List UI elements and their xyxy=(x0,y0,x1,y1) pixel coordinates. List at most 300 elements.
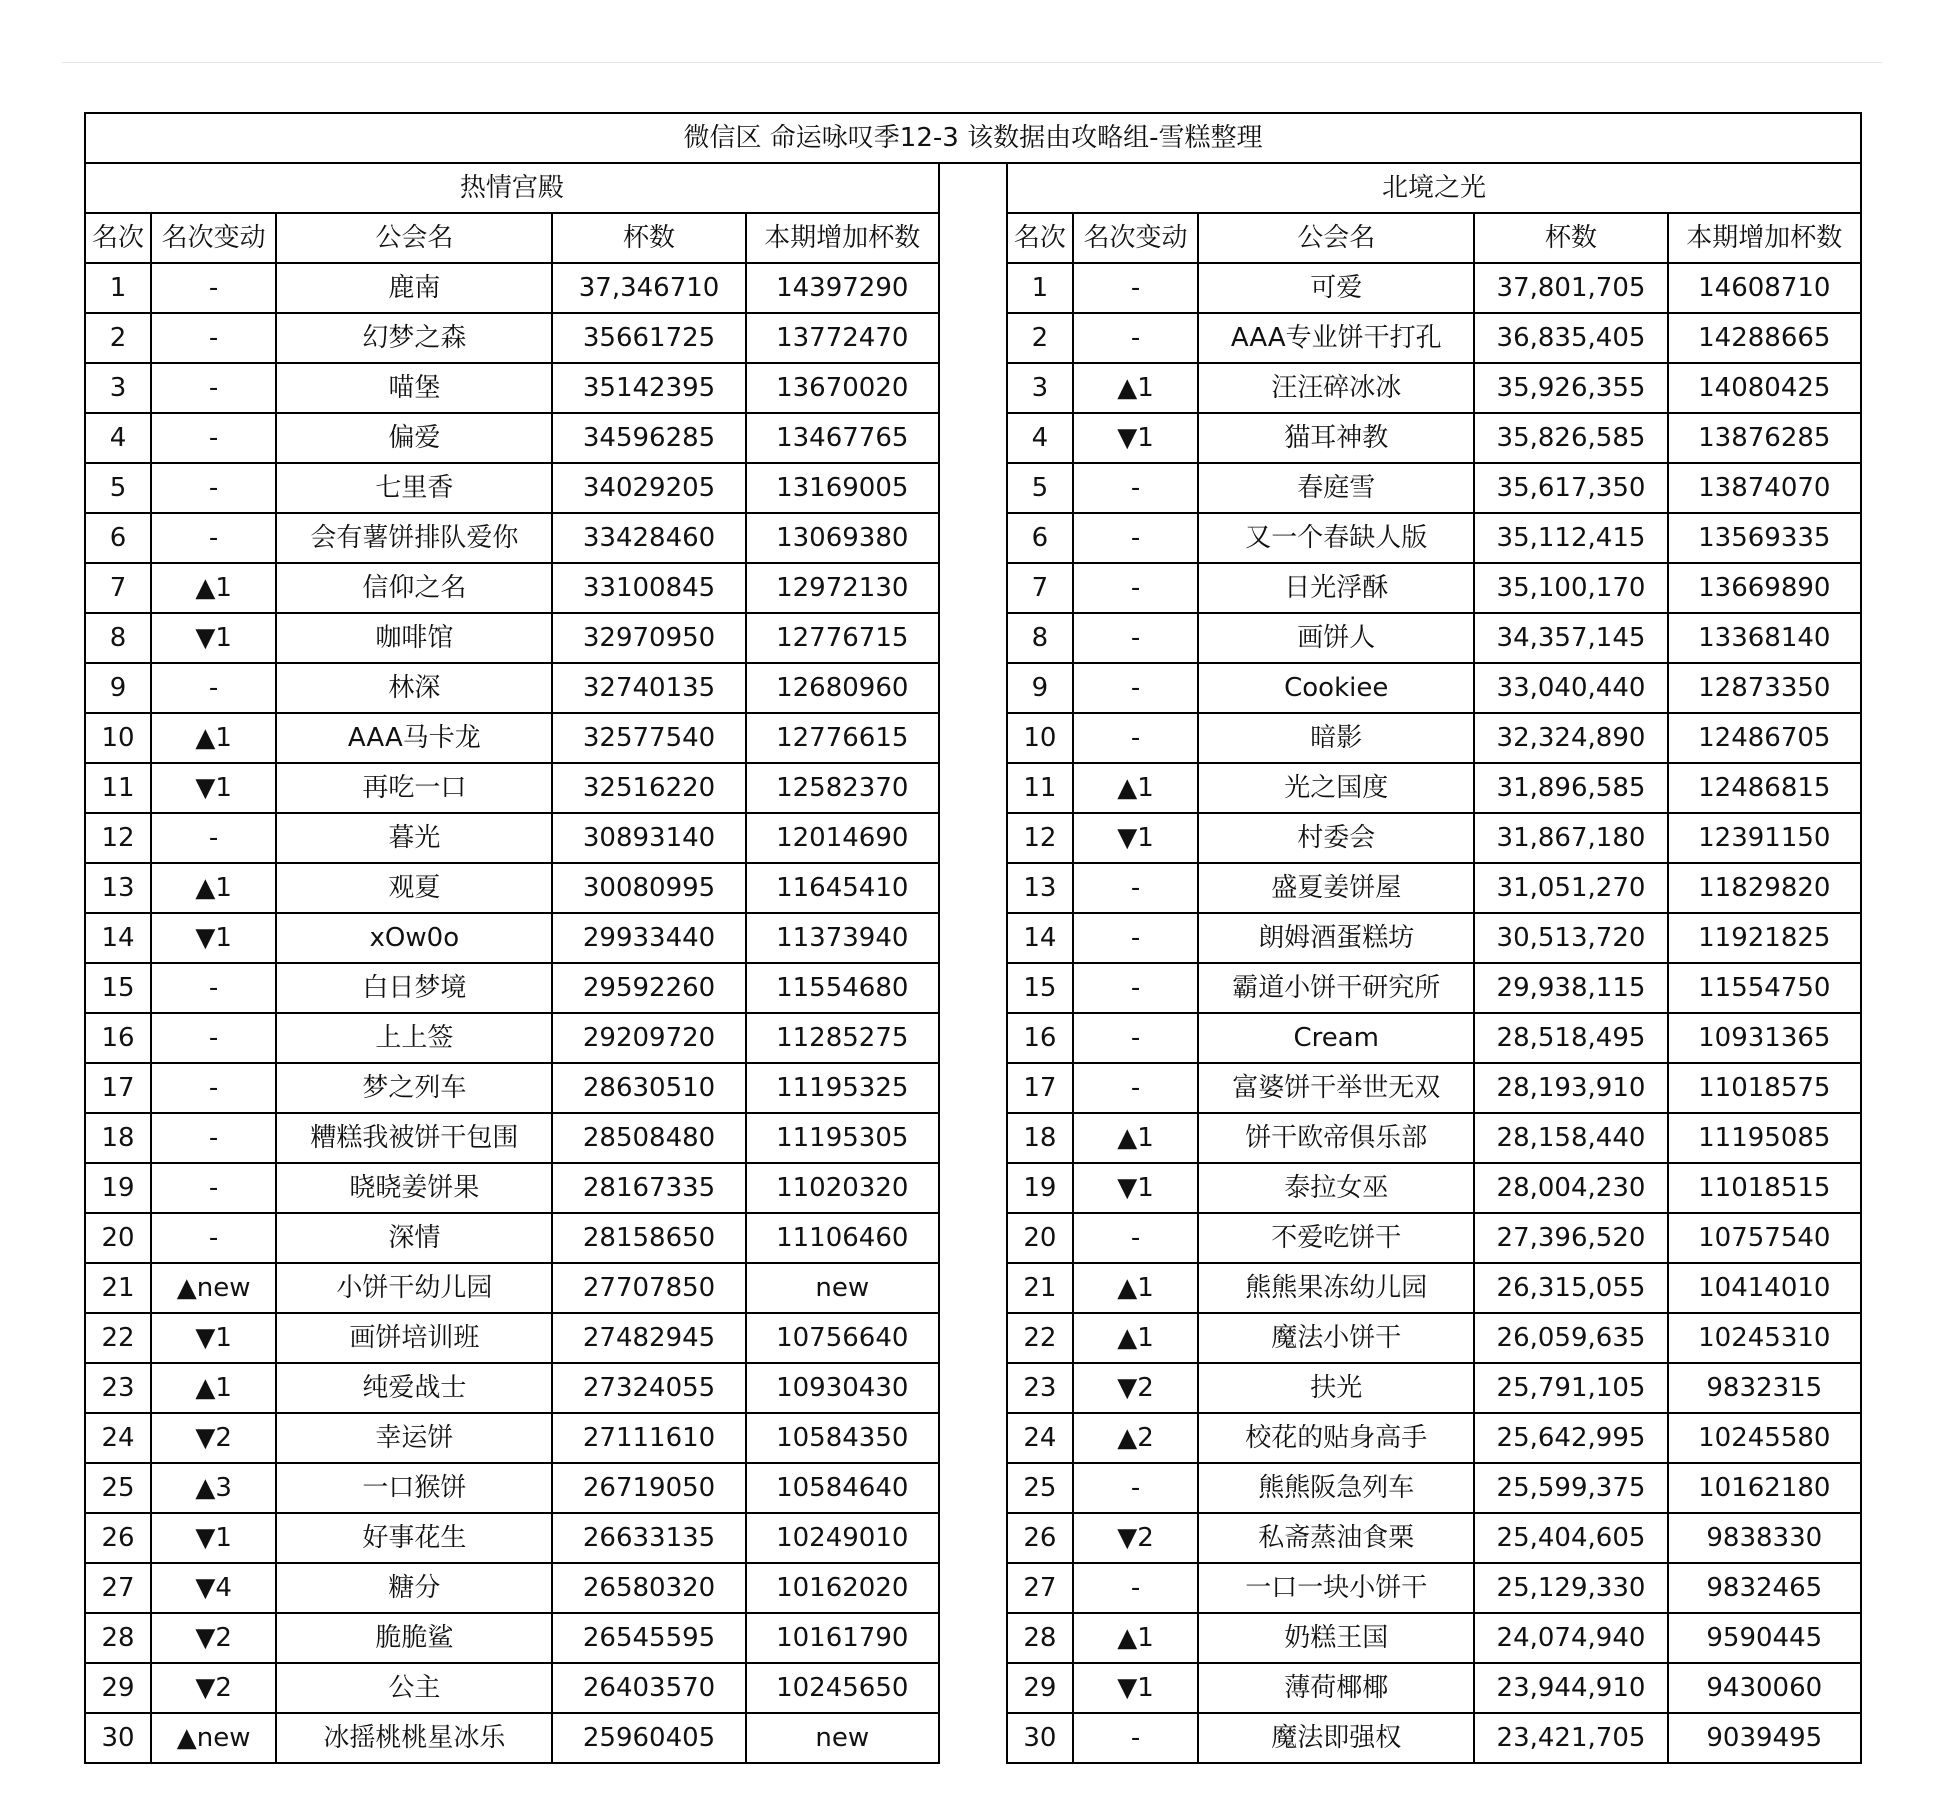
right-cups-cell: 23,944,910 xyxy=(1474,1663,1667,1713)
right-cups-gained-cell: 10414010 xyxy=(1668,1263,1861,1313)
left-rank-change-cell: ▼1 xyxy=(151,1313,276,1363)
left-rank-change-cell: ▲1 xyxy=(151,863,276,913)
left-rank-cell: 7 xyxy=(85,563,151,613)
left-cups-cell: 33428460 xyxy=(552,513,745,563)
left-guild-name-cell: 偏爱 xyxy=(276,413,552,463)
left-guild-name-cell: 会有薯饼排队爱你 xyxy=(276,513,552,563)
right-guild-name-cell: 可爱 xyxy=(1198,263,1474,313)
right-rank-cell: 15 xyxy=(1007,963,1073,1013)
left-guild-name-cell: 林深 xyxy=(276,663,552,713)
left-rank-cell: 12 xyxy=(85,813,151,863)
right-rank-cell: 3 xyxy=(1007,363,1073,413)
right-rank-cell: 22 xyxy=(1007,1313,1073,1363)
right-cups-gained-cell: 11829820 xyxy=(1668,863,1861,913)
right-cups-cell: 36,835,405 xyxy=(1474,313,1667,363)
right-rank-cell: 6 xyxy=(1007,513,1073,563)
left-guild-name-cell: 小饼干幼儿园 xyxy=(276,1263,552,1313)
header-rank: 名次 xyxy=(85,213,151,263)
left-rank-cell: 22 xyxy=(85,1313,151,1363)
left-cups-cell: 28630510 xyxy=(552,1063,745,1113)
left-cups-gained-cell: 14397290 xyxy=(746,263,939,313)
right-cups-cell: 28,193,910 xyxy=(1474,1063,1667,1113)
right-rank-change-cell: ▲2 xyxy=(1073,1413,1198,1463)
table-row xyxy=(85,1513,1861,1563)
right-cups-cell: 24,074,940 xyxy=(1474,1613,1667,1663)
right-cups-cell: 37,801,705 xyxy=(1474,263,1667,313)
right-cups-cell: 23,421,705 xyxy=(1474,1713,1667,1763)
left-guild-name-cell: 观夏 xyxy=(276,863,552,913)
right-rank-change-cell: - xyxy=(1073,1013,1198,1063)
left-rank-change-cell: - xyxy=(151,363,276,413)
right-cups-cell: 35,112,415 xyxy=(1474,513,1667,563)
right-cups-gained-cell: 9832315 xyxy=(1668,1363,1861,1413)
right-rank-change-cell: ▲1 xyxy=(1073,363,1198,413)
left-rank-change-cell: ▼1 xyxy=(151,763,276,813)
right-rank-change-cell: ▼1 xyxy=(1073,1663,1198,1713)
right-rank-change-cell: - xyxy=(1073,1463,1198,1513)
right-rank-cell: 19 xyxy=(1007,1163,1073,1213)
right-rank-cell: 5 xyxy=(1007,463,1073,513)
right-cups-cell: 25,404,605 xyxy=(1474,1513,1667,1563)
table-row xyxy=(85,1663,1861,1713)
left-cups-cell: 28508480 xyxy=(552,1113,745,1163)
column-gap xyxy=(939,1713,1007,1763)
left-cups-cell: 26719050 xyxy=(552,1463,745,1513)
left-cups-cell: 26580320 xyxy=(552,1563,745,1613)
left-cups-gained-cell: 11195325 xyxy=(746,1063,939,1113)
right-rank-cell: 18 xyxy=(1007,1113,1073,1163)
column-gap xyxy=(939,513,1007,563)
left-rank-cell: 1 xyxy=(85,263,151,313)
column-gap xyxy=(939,1063,1007,1113)
header-guild-name: 公会名 xyxy=(276,213,552,263)
right-cups-cell: 35,926,355 xyxy=(1474,363,1667,413)
right-guild-name-cell: 霸道小饼干研究所 xyxy=(1198,963,1474,1013)
right-cups-gained-cell: 12873350 xyxy=(1668,663,1861,713)
column-gap xyxy=(939,663,1007,713)
left-cups-gained-cell: 11645410 xyxy=(746,863,939,913)
left-rank-change-cell: - xyxy=(151,813,276,863)
left-rank-cell: 16 xyxy=(85,1013,151,1063)
right-cups-gained-cell: 10245310 xyxy=(1668,1313,1861,1363)
left-cups-gained-cell: 11285275 xyxy=(746,1013,939,1063)
left-rank-cell: 17 xyxy=(85,1063,151,1113)
right-rank-change-cell: ▼1 xyxy=(1073,1163,1198,1213)
right-rank-change-cell: - xyxy=(1073,463,1198,513)
right-guild-name-cell: 魔法小饼干 xyxy=(1198,1313,1474,1363)
left-guild-name-cell: 脆脆鲨 xyxy=(276,1613,552,1663)
left-rank-change-cell: ▼1 xyxy=(151,1513,276,1563)
table-row xyxy=(85,1713,1861,1763)
left-rank-cell: 8 xyxy=(85,613,151,663)
table-row xyxy=(85,1013,1861,1063)
right-rank-cell: 2 xyxy=(1007,313,1073,363)
right-rank-cell: 26 xyxy=(1007,1513,1073,1563)
right-rank-cell: 11 xyxy=(1007,763,1073,813)
left-rank-cell: 2 xyxy=(85,313,151,363)
right-cups-gained-cell: 11018575 xyxy=(1668,1063,1861,1113)
right-cups-gained-cell: 12391150 xyxy=(1668,813,1861,863)
left-rank-cell: 13 xyxy=(85,863,151,913)
left-guild-name-cell: 幸运饼 xyxy=(276,1413,552,1463)
right-guild-name-cell: 画饼人 xyxy=(1198,613,1474,663)
left-cups-gained-cell: 10584350 xyxy=(746,1413,939,1463)
left-rank-change-cell: - xyxy=(151,313,276,363)
left-rank-change-cell: ▲new xyxy=(151,1263,276,1313)
table-row xyxy=(85,1413,1861,1463)
right-guild-name-cell: 富婆饼干举世无双 xyxy=(1198,1063,1474,1113)
table-row xyxy=(85,1313,1861,1363)
left-rank-cell: 21 xyxy=(85,1263,151,1313)
right-rank-change-cell: - xyxy=(1073,263,1198,313)
right-rank-change-cell: - xyxy=(1073,513,1198,563)
column-gap xyxy=(939,863,1007,913)
table-row xyxy=(85,1213,1861,1263)
left-cups-cell: 27707850 xyxy=(552,1263,745,1313)
header-cups: 杯数 xyxy=(552,213,745,263)
right-rank-change-cell: ▲1 xyxy=(1073,1113,1198,1163)
left-cups-cell: 37,346710 xyxy=(552,263,745,313)
right-guild-name-cell: 薄荷椰椰 xyxy=(1198,1663,1474,1713)
right-guild-name-cell: 私斋蒸油食栗 xyxy=(1198,1513,1474,1563)
left-cups-gained-cell: 11106460 xyxy=(746,1213,939,1263)
left-cups-cell: 34596285 xyxy=(552,413,745,463)
table-row xyxy=(85,563,1861,613)
right-rank-cell: 10 xyxy=(1007,713,1073,763)
left-cups-gained-cell: 12680960 xyxy=(746,663,939,713)
right-rank-cell: 12 xyxy=(1007,813,1073,863)
left-guild-name-cell: 冰摇桃桃星冰乐 xyxy=(276,1713,552,1763)
right-rank-change-cell: - xyxy=(1073,1063,1198,1113)
left-rank-change-cell: - xyxy=(151,1013,276,1063)
left-rank-cell: 10 xyxy=(85,713,151,763)
column-gap xyxy=(939,1363,1007,1413)
left-cups-cell: 30080995 xyxy=(552,863,745,913)
right-cups-gained-cell: 11554750 xyxy=(1668,963,1861,1013)
right-cups-cell: 31,867,180 xyxy=(1474,813,1667,863)
left-rank-cell: 5 xyxy=(85,463,151,513)
table-row xyxy=(85,863,1861,913)
table-row xyxy=(85,1163,1861,1213)
table-row xyxy=(85,713,1861,763)
right-cups-cell: 25,791,105 xyxy=(1474,1363,1667,1413)
right-cups-gained-cell: 9838330 xyxy=(1668,1513,1861,1563)
right-guild-name-cell: 奶糕王国 xyxy=(1198,1613,1474,1663)
left-cups-cell: 28158650 xyxy=(552,1213,745,1263)
left-rank-cell: 18 xyxy=(85,1113,151,1163)
column-gap xyxy=(939,1213,1007,1263)
table-row xyxy=(85,1063,1861,1113)
right-cups-cell: 31,051,270 xyxy=(1474,863,1667,913)
left-cups-gained-cell: 13670020 xyxy=(746,363,939,413)
left-guild-name-cell: xOw0o xyxy=(276,913,552,963)
column-gap xyxy=(939,963,1007,1013)
left-rank-cell: 24 xyxy=(85,1413,151,1463)
right-guild-name-cell: 不爱吃饼干 xyxy=(1198,1213,1474,1263)
right-rank-change-cell: ▲1 xyxy=(1073,1263,1198,1313)
left-rank-cell: 14 xyxy=(85,913,151,963)
right-cups-gained-cell: 11195085 xyxy=(1668,1113,1861,1163)
column-gap xyxy=(939,313,1007,363)
right-rank-cell: 7 xyxy=(1007,563,1073,613)
left-cups-gained-cell: 11554680 xyxy=(746,963,939,1013)
left-rank-cell: 15 xyxy=(85,963,151,1013)
right-rank-cell: 23 xyxy=(1007,1363,1073,1413)
left-guild-name-cell: 鹿南 xyxy=(276,263,552,313)
left-guild-name-cell: 信仰之名 xyxy=(276,563,552,613)
right-cups-gained-cell: 13669890 xyxy=(1668,563,1861,613)
column-gap xyxy=(939,463,1007,513)
left-rank-change-cell: - xyxy=(151,663,276,713)
right-rank-cell: 30 xyxy=(1007,1713,1073,1763)
left-rank-change-cell: ▲1 xyxy=(151,1363,276,1413)
left-guild-name-cell: 七里香 xyxy=(276,463,552,513)
left-cups-cell: 29592260 xyxy=(552,963,745,1013)
right-rank-change-cell: ▲1 xyxy=(1073,1613,1198,1663)
table-row xyxy=(85,1263,1861,1313)
left-cups-cell: 26403570 xyxy=(552,1663,745,1713)
right-guild-name-cell: 春庭雪 xyxy=(1198,463,1474,513)
right-cups-gained-cell: 9832465 xyxy=(1668,1563,1861,1613)
table-row xyxy=(85,1613,1861,1663)
column-gap xyxy=(939,763,1007,813)
left-guild-name-cell: AAA马卡龙 xyxy=(276,713,552,763)
right-cups-gained-cell: 14608710 xyxy=(1668,263,1861,313)
left-rank-cell: 23 xyxy=(85,1363,151,1413)
left-cups-gained-cell: new xyxy=(746,1713,939,1763)
right-guild-name-cell: 朗姆酒蛋糕坊 xyxy=(1198,913,1474,963)
left-guild-name-cell: 再吃一口 xyxy=(276,763,552,813)
right-rank-change-cell: - xyxy=(1073,1713,1198,1763)
left-cups-cell: 27111610 xyxy=(552,1413,745,1463)
left-cups-cell: 26633135 xyxy=(552,1513,745,1563)
left-rank-cell: 4 xyxy=(85,413,151,463)
right-cups-cell: 30,513,720 xyxy=(1474,913,1667,963)
left-server-name: 热情宫殿 xyxy=(85,163,939,213)
right-rank-cell: 20 xyxy=(1007,1213,1073,1263)
right-cups-gained-cell: 9430060 xyxy=(1668,1663,1861,1713)
right-cups-gained-cell: 13569335 xyxy=(1668,513,1861,563)
right-cups-gained-cell: 10245580 xyxy=(1668,1413,1861,1463)
right-cups-cell: 27,396,520 xyxy=(1474,1213,1667,1263)
column-gap xyxy=(939,363,1007,413)
right-cups-cell: 28,158,440 xyxy=(1474,1113,1667,1163)
table-row xyxy=(85,963,1861,1013)
right-cups-cell: 31,896,585 xyxy=(1474,763,1667,813)
left-cups-gained-cell: 13169005 xyxy=(746,463,939,513)
left-rank-change-cell: ▼1 xyxy=(151,613,276,663)
right-rank-change-cell: ▼1 xyxy=(1073,413,1198,463)
left-guild-name-cell: 糟糕我被饼干包围 xyxy=(276,1113,552,1163)
right-cups-cell: 26,315,055 xyxy=(1474,1263,1667,1313)
right-rank-change-cell: ▲1 xyxy=(1073,763,1198,813)
left-cups-gained-cell: 13467765 xyxy=(746,413,939,463)
left-rank-change-cell: - xyxy=(151,463,276,513)
right-cups-cell: 35,100,170 xyxy=(1474,563,1667,613)
left-rank-cell: 29 xyxy=(85,1663,151,1713)
table-row xyxy=(85,613,1861,663)
table-row xyxy=(85,1563,1861,1613)
right-rank-change-cell: - xyxy=(1073,613,1198,663)
right-cups-cell: 32,324,890 xyxy=(1474,713,1667,763)
table-row xyxy=(85,363,1861,413)
column-gap xyxy=(939,1263,1007,1313)
left-cups-cell: 32577540 xyxy=(552,713,745,763)
guild-ranking-table xyxy=(84,112,1862,1764)
right-guild-name-cell: 汪汪碎冰冰 xyxy=(1198,363,1474,413)
right-rank-cell: 1 xyxy=(1007,263,1073,313)
left-cups-cell: 33100845 xyxy=(552,563,745,613)
right-cups-cell: 34,357,145 xyxy=(1474,613,1667,663)
left-rank-cell: 20 xyxy=(85,1213,151,1263)
left-rank-cell: 3 xyxy=(85,363,151,413)
right-rank-change-cell: - xyxy=(1073,563,1198,613)
left-rank-cell: 11 xyxy=(85,763,151,813)
left-guild-name-cell: 好事花生 xyxy=(276,1513,552,1563)
column-gap xyxy=(939,1663,1007,1713)
left-cups-cell: 32970950 xyxy=(552,613,745,663)
left-cups-gained-cell: new xyxy=(746,1263,939,1313)
left-rank-change-cell: ▼2 xyxy=(151,1413,276,1463)
right-rank-cell: 24 xyxy=(1007,1413,1073,1463)
table-title: 微信区 命运咏叹季12-3 该数据由攻略组-雪糕整理 xyxy=(85,113,1861,163)
left-cups-gained-cell: 11195305 xyxy=(746,1113,939,1163)
right-guild-name-cell: 校花的贴身高手 xyxy=(1198,1413,1474,1463)
header-rank-change: 名次变动 xyxy=(1073,213,1198,263)
right-guild-name-cell: Cookiee xyxy=(1198,663,1474,713)
right-rank-cell: 8 xyxy=(1007,613,1073,663)
left-guild-name-cell: 公主 xyxy=(276,1663,552,1713)
table-row xyxy=(85,1363,1861,1413)
left-rank-change-cell: ▲new xyxy=(151,1713,276,1763)
left-cups-gained-cell: 12582370 xyxy=(746,763,939,813)
right-cups-cell: 25,599,375 xyxy=(1474,1463,1667,1513)
right-cups-gained-cell: 14080425 xyxy=(1668,363,1861,413)
left-rank-change-cell: - xyxy=(151,513,276,563)
header-cups-gained: 本期增加杯数 xyxy=(1668,213,1861,263)
left-rank-change-cell: - xyxy=(151,963,276,1013)
column-gap xyxy=(939,563,1007,613)
right-cups-gained-cell: 9590445 xyxy=(1668,1613,1861,1663)
header-cups: 杯数 xyxy=(1474,213,1667,263)
table-row xyxy=(85,1113,1861,1163)
left-guild-name-cell: 幻梦之森 xyxy=(276,313,552,363)
left-guild-name-cell: 晓晓姜饼果 xyxy=(276,1163,552,1213)
right-cups-gained-cell: 11921825 xyxy=(1668,913,1861,963)
table-row xyxy=(85,463,1861,513)
right-guild-name-cell: 泰拉女巫 xyxy=(1198,1163,1474,1213)
left-guild-name-cell: 咖啡馆 xyxy=(276,613,552,663)
left-cups-gained-cell: 12972130 xyxy=(746,563,939,613)
column-gap xyxy=(939,1313,1007,1363)
right-guild-name-cell: Cream xyxy=(1198,1013,1474,1063)
left-rank-cell: 28 xyxy=(85,1613,151,1663)
right-server-name: 北境之光 xyxy=(1007,163,1861,213)
right-cups-gained-cell: 13368140 xyxy=(1668,613,1861,663)
left-cups-gained-cell: 10161790 xyxy=(746,1613,939,1663)
left-cups-cell: 29933440 xyxy=(552,913,745,963)
right-rank-change-cell: - xyxy=(1073,963,1198,1013)
column-gap xyxy=(939,1413,1007,1463)
right-rank-cell: 21 xyxy=(1007,1263,1073,1313)
header-guild-name: 公会名 xyxy=(1198,213,1474,263)
left-cups-gained-cell: 10756640 xyxy=(746,1313,939,1363)
column-gap xyxy=(939,1563,1007,1613)
header-rank: 名次 xyxy=(1007,213,1073,263)
column-gap xyxy=(939,1613,1007,1663)
left-cups-gained-cell: 13069380 xyxy=(746,513,939,563)
left-guild-name-cell: 梦之列车 xyxy=(276,1063,552,1113)
left-rank-change-cell: - xyxy=(151,413,276,463)
left-guild-name-cell: 纯爱战士 xyxy=(276,1363,552,1413)
right-rank-change-cell: - xyxy=(1073,713,1198,763)
column-gap xyxy=(939,263,1007,313)
right-rank-cell: 13 xyxy=(1007,863,1073,913)
left-rank-cell: 19 xyxy=(85,1163,151,1213)
right-rank-cell: 16 xyxy=(1007,1013,1073,1063)
table-row xyxy=(85,663,1861,713)
left-rank-change-cell: ▼2 xyxy=(151,1613,276,1663)
right-guild-name-cell: 饼干欧帝俱乐部 xyxy=(1198,1113,1474,1163)
left-cups-cell: 28167335 xyxy=(552,1163,745,1213)
left-cups-cell: 32516220 xyxy=(552,763,745,813)
right-rank-change-cell: - xyxy=(1073,1213,1198,1263)
right-rank-change-cell: ▼2 xyxy=(1073,1513,1198,1563)
right-cups-gained-cell: 12486705 xyxy=(1668,713,1861,763)
right-guild-name-cell: AAA专业饼干打孔 xyxy=(1198,313,1474,363)
table-row xyxy=(85,513,1861,563)
left-rank-cell: 25 xyxy=(85,1463,151,1513)
column-gap xyxy=(939,413,1007,463)
left-cups-gained-cell: 10245650 xyxy=(746,1663,939,1713)
right-rank-cell: 29 xyxy=(1007,1663,1073,1713)
table-row xyxy=(85,813,1861,863)
right-rank-change-cell: - xyxy=(1073,313,1198,363)
left-rank-change-cell: - xyxy=(151,1213,276,1263)
right-rank-cell: 9 xyxy=(1007,663,1073,713)
column-gap xyxy=(939,613,1007,663)
right-rank-cell: 17 xyxy=(1007,1063,1073,1113)
right-rank-change-cell: - xyxy=(1073,863,1198,913)
right-cups-gained-cell: 13876285 xyxy=(1668,413,1861,463)
left-rank-change-cell: - xyxy=(151,1113,276,1163)
left-rank-cell: 6 xyxy=(85,513,151,563)
right-cups-cell: 26,059,635 xyxy=(1474,1313,1667,1363)
right-cups-cell: 35,617,350 xyxy=(1474,463,1667,513)
right-rank-change-cell: - xyxy=(1073,663,1198,713)
right-cups-cell: 25,642,995 xyxy=(1474,1413,1667,1463)
right-cups-cell: 35,826,585 xyxy=(1474,413,1667,463)
header-rank-change: 名次变动 xyxy=(151,213,276,263)
left-rank-change-cell: ▲1 xyxy=(151,713,276,763)
right-cups-gained-cell: 12486815 xyxy=(1668,763,1861,813)
left-cups-cell: 26545595 xyxy=(552,1613,745,1663)
left-cups-cell: 32740135 xyxy=(552,663,745,713)
right-guild-name-cell: 扶光 xyxy=(1198,1363,1474,1413)
right-cups-gained-cell: 9039495 xyxy=(1668,1713,1861,1763)
left-cups-gained-cell: 13772470 xyxy=(746,313,939,363)
left-cups-gained-cell: 10584640 xyxy=(746,1463,939,1513)
left-guild-name-cell: 画饼培训班 xyxy=(276,1313,552,1363)
right-cups-cell: 25,129,330 xyxy=(1474,1563,1667,1613)
left-cups-gained-cell: 11373940 xyxy=(746,913,939,963)
left-rank-change-cell: - xyxy=(151,1163,276,1213)
right-rank-change-cell: ▼2 xyxy=(1073,1363,1198,1413)
right-guild-name-cell: 魔法即强权 xyxy=(1198,1713,1474,1763)
right-cups-gained-cell: 10931365 xyxy=(1668,1013,1861,1063)
right-cups-cell: 33,040,440 xyxy=(1474,663,1667,713)
right-guild-name-cell: 熊熊阪急列车 xyxy=(1198,1463,1474,1513)
